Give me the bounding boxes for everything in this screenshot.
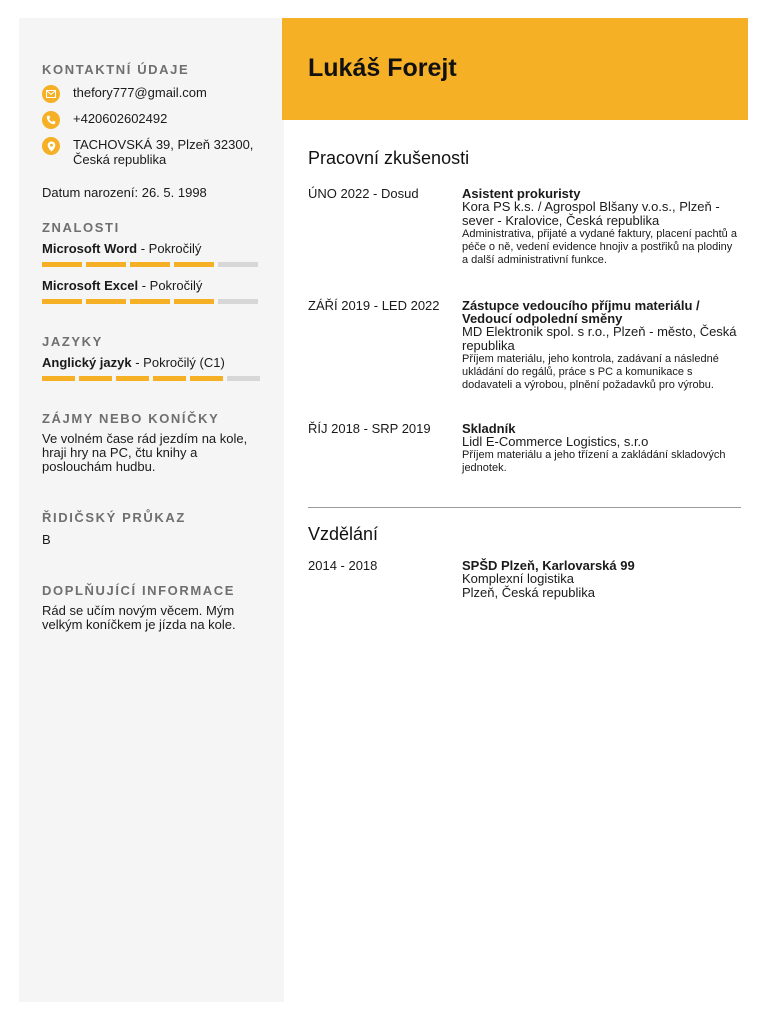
experience-company: MD Elektronik spol. s r.o., Plzeň - město, Česká republika bbox=[462, 324, 737, 353]
language-rating-bar bbox=[42, 376, 260, 381]
hobbies-text: Ve volném čase rád jezdím na kole, hraji hry na PC, čtu knihy a poslouchám hudbu. bbox=[42, 431, 248, 474]
additional-text: Rád se učím novým věcem. Mým velkým koníčkem je jízda na kole. bbox=[42, 603, 236, 632]
education-field: Komplexní logistika bbox=[462, 571, 574, 586]
skill-excel bbox=[42, 278, 260, 293]
skill-word bbox=[42, 241, 260, 256]
address-line-1: TACHOVSKÁ 39, Plzeň 32300, bbox=[73, 137, 254, 152]
experience-date: ZÁŘÍ 2019 - LED 2022 bbox=[308, 298, 440, 313]
skill-name-excel: Microsoft Excel bbox=[42, 278, 139, 293]
rating-segment-filled bbox=[79, 376, 112, 381]
language-name: Anglický jazyk bbox=[42, 355, 132, 370]
envelope-icon bbox=[42, 85, 60, 103]
license-section-title: ŘIDIČSKÝ PRŮKAZ bbox=[42, 510, 186, 525]
experience-description: Příjem materiálu, jeho kontrola, zadávaní a následné ukládání do regálů, práce s PC a komunikace s dodavateli a výrobou, plnění požadavků pro výrobu. bbox=[462, 353, 719, 391]
rating-segment-filled bbox=[130, 262, 170, 267]
email-link[interactable]: thefory777@gmail.com bbox=[73, 85, 207, 100]
rating-segment-filled bbox=[42, 376, 75, 381]
license-value: B bbox=[42, 532, 51, 547]
skill-rating-bar bbox=[42, 262, 260, 267]
experience-date: ŘÍJ 2018 - SRP 2019 bbox=[308, 421, 431, 436]
experience-date: ÚNO 2022 - Dosud bbox=[308, 186, 419, 201]
experience-role: Asistent prokuristy bbox=[462, 186, 581, 201]
phone-number[interactable]: +420602602492 bbox=[73, 111, 168, 126]
rating-segment-filled bbox=[42, 299, 82, 304]
rating-segment-filled bbox=[86, 262, 126, 267]
experience-company: Lidl E-Commerce Logistics, s.r.o bbox=[462, 434, 649, 449]
skill-level-word: - Pokročilý bbox=[137, 241, 202, 256]
skill-rating-bar bbox=[42, 299, 260, 304]
experience-body bbox=[462, 299, 741, 392]
contact-phone-row bbox=[42, 111, 260, 129]
rating-segment-filled bbox=[153, 376, 186, 381]
rating-segment-empty bbox=[218, 299, 258, 304]
contact-address-row bbox=[42, 137, 260, 167]
education-place: Plzeň, Česká republika bbox=[462, 585, 595, 600]
skill-name-word: Microsoft Word bbox=[42, 241, 138, 256]
language-english bbox=[42, 355, 260, 370]
education-school: SPŠD Plzeň, Karlovarská 99 bbox=[462, 558, 635, 573]
phone-icon bbox=[42, 111, 60, 129]
location-pin-icon bbox=[42, 137, 60, 155]
experience-section-title: Pracovní zkušenosti bbox=[308, 148, 470, 168]
education-date: 2014 - 2018 bbox=[308, 558, 378, 573]
experience-role: Skladník bbox=[462, 421, 516, 436]
experience-body bbox=[462, 422, 741, 475]
experience-description: Administrativa, přijaté a vydané faktury, placení pachtů a péče o ně, vedení evidence hnojiv a postřiků na plodiny a další administrativní funkce. bbox=[462, 228, 737, 266]
rating-segment-filled bbox=[86, 299, 126, 304]
experience-company: Kora PS k.s. / Agrospol Blšany v.o.s., Plzeň - sever - Kralovice, Česká republika bbox=[462, 199, 720, 228]
education-body bbox=[462, 559, 741, 600]
experience-entry bbox=[308, 422, 741, 475]
rating-segment-filled bbox=[174, 262, 214, 267]
experience-entry bbox=[308, 299, 741, 392]
additional-section-title: DOPLŇUJÍCÍ INFORMACE bbox=[42, 583, 236, 598]
languages-section-title: JAZYKY bbox=[42, 334, 103, 349]
rating-segment-filled bbox=[130, 299, 170, 304]
address-line-2: Česká republika bbox=[73, 152, 167, 167]
experience-role: Zástupce vedoucího příjmu materiálu / Vedoucí odpolední směny bbox=[462, 298, 700, 326]
rating-segment-filled bbox=[42, 262, 82, 267]
header-band bbox=[282, 18, 748, 120]
education-entry bbox=[308, 559, 741, 600]
rating-segment-empty bbox=[218, 262, 258, 267]
contact-section-title: KONTAKTNÍ ÚDAJE bbox=[42, 62, 190, 77]
experience-body bbox=[462, 187, 741, 267]
rating-segment-filled bbox=[190, 376, 223, 381]
sidebar bbox=[19, 18, 284, 1002]
birth-date: Datum narození: 26. 5. 1998 bbox=[42, 185, 207, 200]
experience-description: Příjem materiálu a jeho třízení a zakládání skladových jednotek. bbox=[462, 449, 726, 474]
skill-level-excel: - Pokročilý bbox=[138, 278, 203, 293]
section-divider bbox=[308, 507, 741, 508]
hobbies-section-title: ZÁJMY NEBO KONÍČKY bbox=[42, 411, 220, 426]
education-section-title: Vzdělání bbox=[308, 524, 379, 544]
skills-section-title: ZNALOSTI bbox=[42, 220, 120, 235]
rating-segment-filled bbox=[174, 299, 214, 304]
experience-entry bbox=[308, 187, 741, 267]
main-content bbox=[308, 148, 741, 600]
rating-segment-empty bbox=[227, 376, 260, 381]
language-level: - Pokročilý (C1) bbox=[131, 355, 225, 370]
contact-email-row bbox=[42, 85, 260, 103]
person-name: Lukáš Forejt bbox=[308, 54, 457, 82]
address bbox=[73, 137, 253, 167]
rating-segment-filled bbox=[116, 376, 149, 381]
